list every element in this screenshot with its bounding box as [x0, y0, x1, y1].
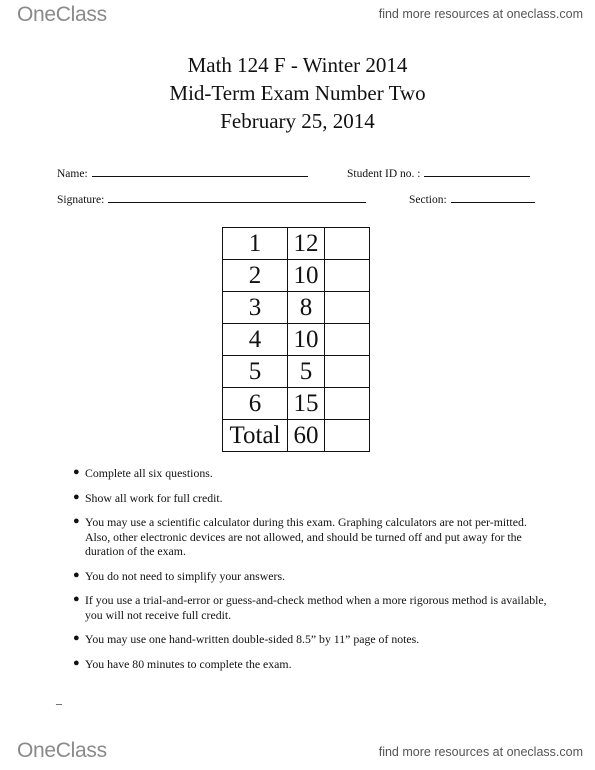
page-footer-mark: – [56, 696, 62, 710]
score-row [223, 388, 370, 420]
question-points: 12 [288, 228, 325, 260]
bullet-icon: ● [73, 632, 80, 644]
total-label: Total [223, 420, 288, 452]
signature-blank-line [108, 192, 366, 203]
instruction-text: You do not need to simplify your answers. [85, 568, 285, 583]
instruction-text: You may use a scientific calculator during this exam. Graphing calculators are not per-mitted. Also, other electronic devices are not allowed, and should be turned off and put away for the duration of the exam. [85, 515, 527, 558]
question-points: 8 [288, 292, 325, 324]
name-blank-line [92, 166, 308, 177]
bullet-icon: ● [73, 490, 80, 503]
question-number: 4 [223, 324, 288, 356]
student-id-label: Student ID no. : [347, 168, 421, 180]
section-field [409, 192, 535, 206]
oneclass-logo-top: OneClass [17, 3, 107, 26]
bullet-icon: ● [73, 568, 80, 581]
score-blank [325, 388, 370, 420]
tagline-bottom: find more resources at oneclass.com [378, 745, 583, 759]
question-points: 10 [288, 260, 325, 292]
question-points: 5 [288, 356, 325, 388]
score-row [223, 324, 370, 356]
score-row [223, 292, 370, 324]
score-table [222, 227, 370, 452]
signature-field [57, 192, 366, 206]
total-score-blank [325, 420, 370, 452]
instruction-item [57, 657, 547, 672]
score-blank [325, 292, 370, 324]
bullet-icon: ● [73, 515, 80, 527]
instruction-item [57, 515, 547, 559]
score-total-row [223, 420, 370, 452]
exam-name-title: Mid-Term Exam Number Two [169, 81, 426, 105]
tagline-top: find more resources at oneclass.com [378, 7, 583, 21]
score-blank [325, 324, 370, 356]
bullet-icon: ● [73, 656, 80, 669]
instruction-text: You may use one hand-written double-sided 8.5” by 11” page of notes. [85, 632, 420, 646]
instruction-item [57, 491, 547, 506]
score-row [223, 260, 370, 292]
score-row [223, 228, 370, 260]
exam-date-title: February 25, 2014 [220, 109, 375, 133]
question-points: 15 [288, 388, 325, 420]
oneclass-logo-bottom: OneClass [17, 739, 107, 762]
instruction-item [57, 593, 547, 622]
question-number: 2 [223, 260, 288, 292]
score-row [223, 356, 370, 388]
instruction-text: If you use a trial-and-error or guess-and-check method when a more rigorous method is available, you will not receive full credit. [85, 593, 547, 622]
signature-label: Signature: [57, 194, 105, 206]
instruction-text: You have 80 minutes to complete the exam. [85, 656, 292, 671]
score-blank [325, 260, 370, 292]
instruction-item [57, 569, 547, 584]
name-label: Name: [57, 168, 88, 180]
question-number: 3 [223, 292, 288, 324]
total-points: 60 [288, 420, 325, 452]
instruction-item [57, 632, 547, 647]
student-id-field [347, 166, 530, 180]
question-number: 5 [223, 356, 288, 388]
bullet-icon: ● [73, 593, 80, 605]
bullet-icon: ● [73, 466, 80, 478]
question-points: 10 [288, 324, 325, 356]
student-id-blank-line [424, 166, 530, 177]
instruction-text: Show all work for full credit. [85, 490, 223, 505]
instruction-text: Complete all six questions. [85, 466, 213, 480]
section-blank-line [451, 192, 535, 203]
score-blank [325, 228, 370, 260]
score-blank [325, 356, 370, 388]
instructions-list [57, 466, 547, 681]
instruction-item [57, 466, 547, 481]
question-number: 6 [223, 388, 288, 420]
name-field [57, 166, 308, 180]
question-number: 1 [223, 228, 288, 260]
section-label: Section: [409, 194, 447, 206]
exam-course-title: Math 124 F - Winter 2014 [187, 53, 408, 77]
